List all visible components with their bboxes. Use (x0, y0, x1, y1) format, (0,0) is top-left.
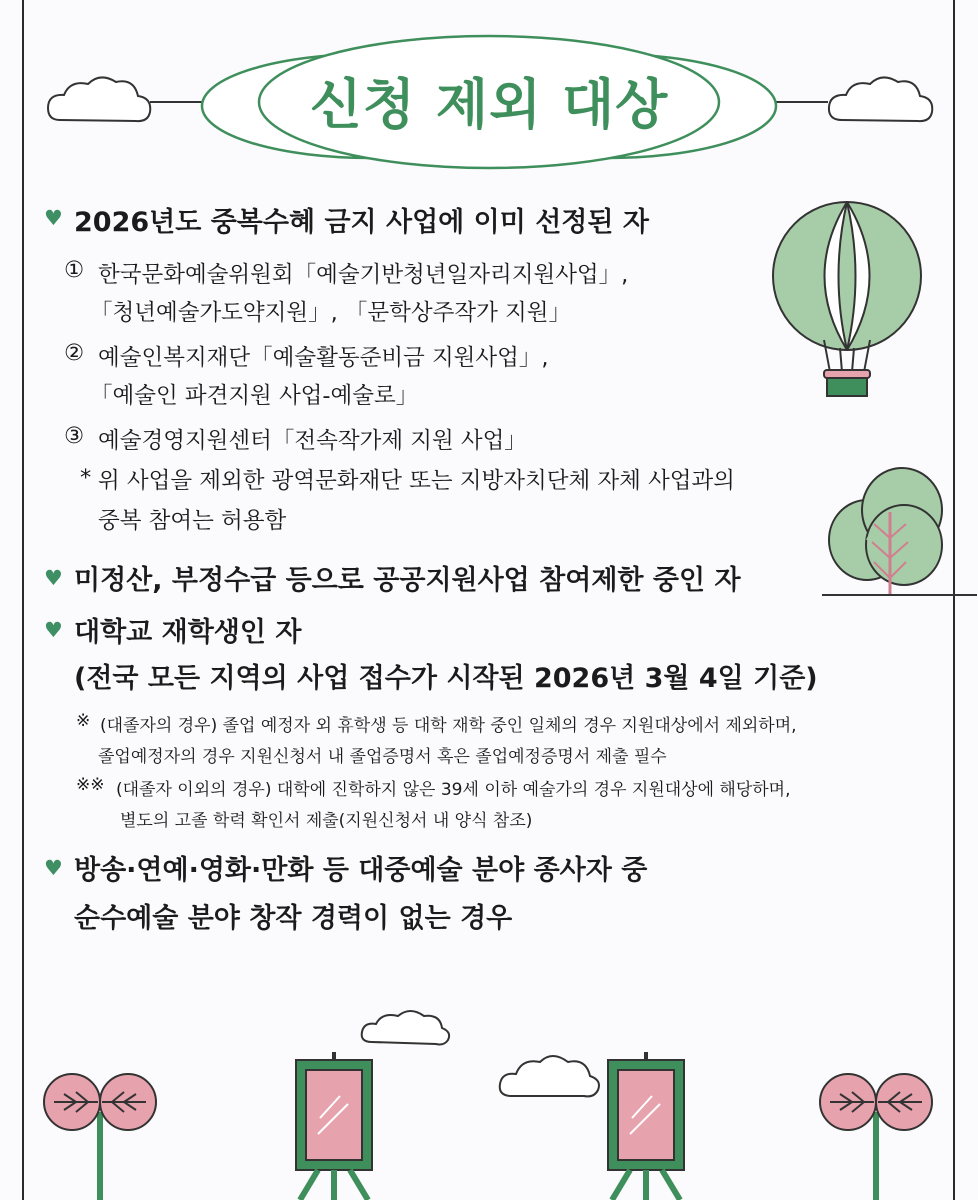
section-1-heading: 2026년도 중복수혜 금지 사업에 이미 선정된 자 (74, 207, 649, 238)
item-1-line-2: 「청년예술가도약지원」, 「문학상주작가 지원」 (90, 300, 571, 326)
item-2-marker: ② (64, 340, 85, 366)
note-ref-2-line-1: (대졸자 이외의 경우) 대학에 진학하지 않은 39세 이하 예술가의 경우 지원대상에 해당하며, (116, 780, 791, 800)
sprout-icon (820, 1074, 932, 1200)
bottom-scenery (0, 1000, 978, 1200)
heart-icon: ♥ (44, 566, 63, 590)
cloud-icon (500, 1056, 599, 1096)
note-ref-1-marker: ※ (76, 711, 91, 731)
note-line-2: 중복 참여는 허용함 (98, 508, 287, 534)
section-4-heading-line-1: 방송·연예·영화·만화 등 대중예술 분야 종사자 중 (74, 855, 648, 886)
note-marker: * (80, 465, 92, 491)
page-title: 신청 제외 대상 (309, 73, 669, 136)
easel-icon (608, 1052, 684, 1200)
note-ref-2-line-2: 별도의 고졸 학력 확인서 제출(지원신청서 내 양식 참조) (120, 811, 533, 831)
hot-air-balloon-icon (772, 200, 932, 400)
section-2-heading: 미정산, 부정수급 등으로 공공지원사업 참여제한 중인 자 (74, 565, 741, 596)
note-line-1: 위 사업을 제외한 광역문화재단 또는 지방자치단체 자체 사업과의 (98, 468, 735, 494)
item-2-line-1: 예술인복지재단「예술활동준비금 지원사업」, (98, 345, 549, 371)
note-ref-1-line-1: (대졸자의 경우) 졸업 예정자 외 휴학생 등 대학 재학 중인 일체의 경우 지원대상에서 제외하며, (100, 716, 797, 736)
item-2-line-2: 「예술인 파견지원 사업-예술로」 (90, 383, 419, 409)
heart-icon: ♥ (44, 856, 63, 880)
section-3-subheading: (전국 모든 지역의 사업 접수가 시작된 2026년 3월 4일 기준) (74, 663, 818, 694)
section-3-heading: 대학교 재학생인 자 (74, 617, 302, 648)
note-ref-1-line-2: 졸업예정자의 경우 지원신청서 내 졸업증명서 혹은 졸업예정증명서 제출 필수 (98, 747, 667, 767)
note-ref-2-marker: ※※ (76, 775, 105, 795)
heart-icon: ♥ (44, 618, 63, 642)
cloud-icon (829, 77, 932, 121)
sprout-icon (44, 1074, 156, 1200)
item-3-line-1: 예술경영지원센터「전속작가제 지원 사업」 (98, 428, 527, 454)
tree-icon (822, 460, 978, 600)
cloud-icon (362, 1011, 449, 1045)
item-1-marker: ① (64, 257, 85, 283)
easel-icon (296, 1052, 372, 1200)
cloud-icon (48, 77, 150, 121)
section-4-heading-line-2: 순수예술 분야 창작 경력이 없는 경우 (74, 903, 513, 934)
heart-icon: ♥ (44, 206, 63, 230)
item-3-marker: ③ (64, 423, 85, 449)
item-1-line-1: 한국문화예술위원회「예술기반청년일자리지원사업」, (98, 262, 629, 288)
